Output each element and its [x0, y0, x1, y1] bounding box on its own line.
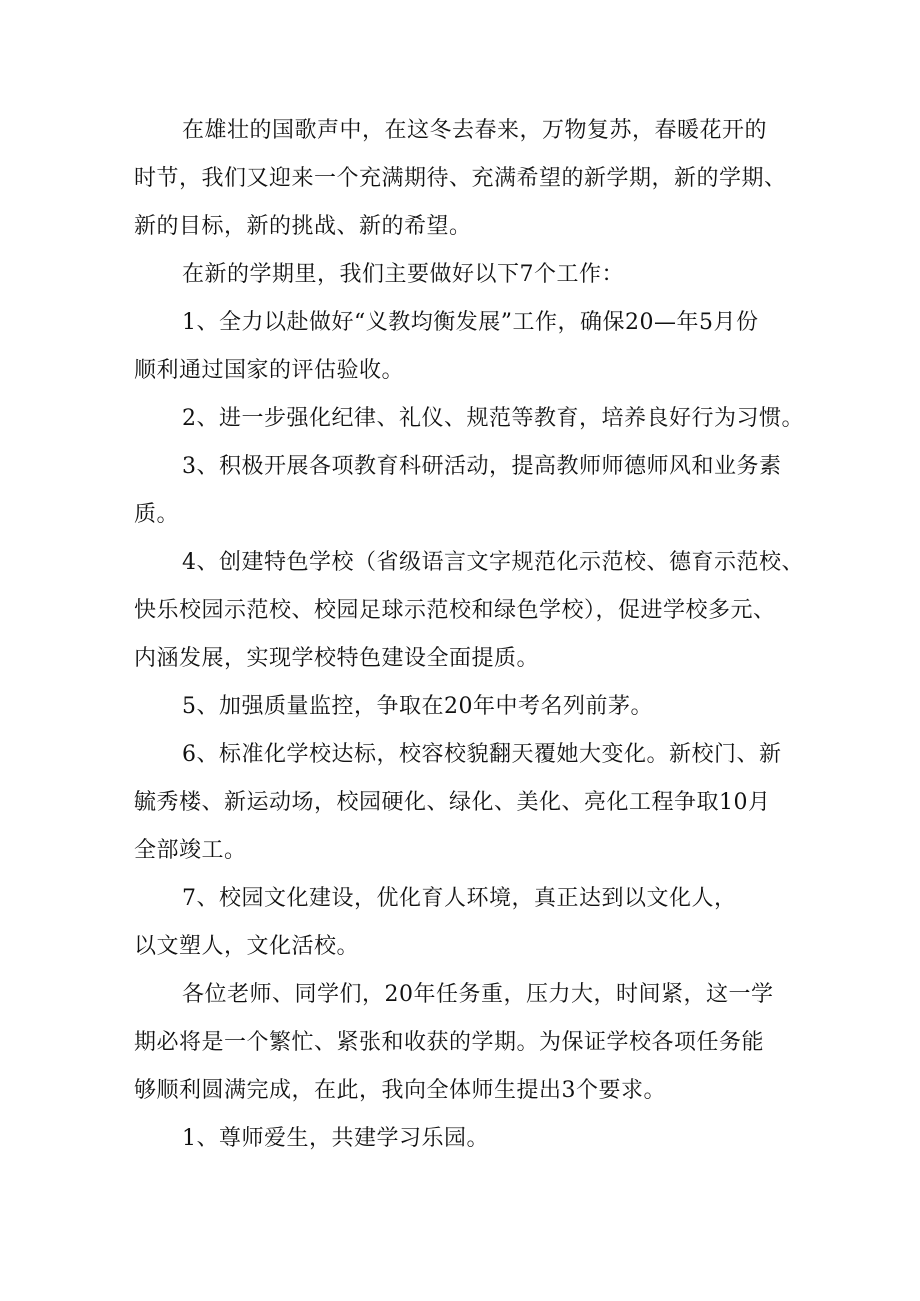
text-line: 期必将是一个繁忙、紧张和收获的学期。为保证学校各项任务能	[134, 1030, 765, 1055]
text-line: 毓秀楼、新运动场，校园硬化、绿化、美化、亮化工程争取10月	[134, 790, 771, 815]
text-line: 2、进一步强化纪律、礼仪、规范等教育，培养良好行为习惯。	[182, 406, 804, 431]
text-line: 新的目标，新的挑战、新的希望。	[134, 214, 472, 239]
text-line: 6、标准化学校达标，校容校貌翻天覆她大变化。新校门、新	[182, 742, 782, 767]
text-line: 在新的学期里，我们主要做好以下7个工作：	[182, 262, 624, 287]
text-line: 够顺利圆满完成，在此，我向全体师生提出3个要求。	[134, 1078, 666, 1103]
text-line: 5、加强质量监控，争取在20年中考名列前茅。	[182, 694, 653, 719]
text-line: 顺利通过国家的评估验收。	[134, 358, 405, 383]
text-line: 内涵发展，实现学校特色建设全面提质。	[134, 646, 540, 671]
text-line: 快乐校园示范校、校园足球示范校和绿色学校），促进学校多元、	[134, 598, 776, 623]
text-line: 1、尊师爱生，共建学习乐园。	[182, 1126, 489, 1151]
text-line: 质。	[134, 502, 180, 527]
text-line: 在雄壮的国歌声中，在这冬去春来，万物复苏，春暖花开的	[182, 118, 768, 143]
text-line: 全部竣工。	[134, 838, 247, 863]
document-body	[134, 107, 814, 1163]
text-line: 各位老师、同学们，20年任务重，压力大，时间紧，这一学	[182, 982, 774, 1007]
text-line: 4、创建特色学校（省级语言文字规范化示范校、德育示范校、	[182, 550, 804, 575]
text-line: 7、校园文化建设，优化育人环境，真正达到以文化人，	[182, 886, 737, 911]
text-line: 以文塑人，文化活校。	[134, 934, 360, 959]
text-line: 3、积极开展各项教育科研活动，提高教师师德师风和业务素	[182, 454, 782, 479]
text-line: 时节，我们又迎来一个充满期待、充满希望的新学期，新的学期、	[134, 166, 787, 191]
text-line: 1、全力以赴做好“义教均衡发展”工作，确保20—年5月份	[182, 310, 759, 335]
